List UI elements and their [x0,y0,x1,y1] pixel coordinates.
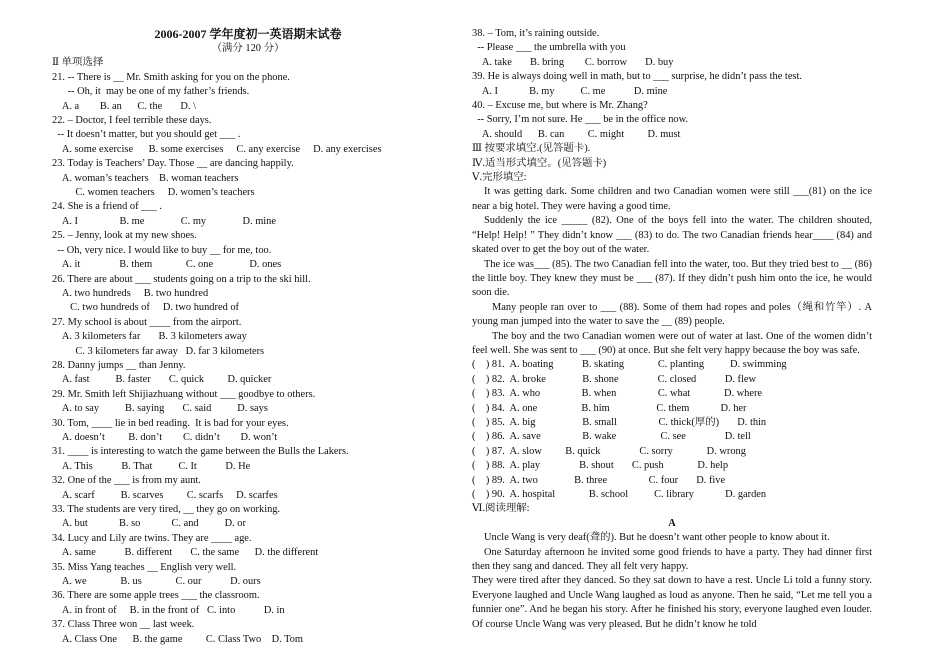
cloze-options [472,358,872,502]
question-line: 39. He is always doing well in math, but to ___ surprise, he didn’t pass the test. [472,71,802,83]
reading-paragraph: One Saturday afternoon he invited some good friends to have a party. They had dinner first then they sang and danced. They all felt very happy. [472,546,872,573]
question-line: 21. -- There is __ Mr. Smith asking for you on the phone. [52,71,290,83]
cloze-option-row: ( ) 83. A. who B. when C. what D. where [472,388,763,400]
question-line: A. This B. That C. It D. He [52,460,251,472]
reading-paragraph: Uncle Wang is very deaf(聋的). But he doesn’t want other people to know about it. [484,532,830,544]
reading-heading: Ⅵ.阅读理解: [472,503,530,515]
question-line: A. it B. them C. one D. ones [52,259,282,271]
question-line: A. some exercise B. some exercises C. any exercise D. any exercises [52,143,382,155]
cloze-option-row: ( ) 85. A. big B. small C. thick(厚的) D. thin [472,416,767,428]
question-line: -- Please ___ the umbrella with you [472,42,626,54]
question-line: A. in front of B. in the front of C. into D. in [52,604,285,616]
question-line: A. should B. can C. might D. must [472,128,681,140]
question-line: 23. Today is Teachers’ Day. Those __ are dancing happily. [52,158,294,170]
cloze-option-row: ( ) 87. A. slow B. quick C. sorry D. wrong [472,445,746,457]
cloze-paragraph: The boy and the two Canadian women were out of water at last. One of the women didn’t feel well. She was sent to ___ (90) at once. But she felt very happy because the boy was safe. [472,330,872,356]
question-line: -- Oh, very nice. I would like to buy __ for me, too. [52,244,272,256]
question-line: 35. Miss Yang teaches __ English very well. [52,561,237,573]
question-line: 24. She is a friend of ___ . [52,201,162,213]
question-line: A. woman’s teachers B. woman teachers [52,172,239,184]
question-line: 25. – Jenny, look at my new shoes. [52,230,197,242]
right-column [472,27,872,632]
exam-title: 2006-2007 学年度初一英语期末试卷 [154,27,342,41]
question-line: 29. Mr. Smith left Shijiazhuang without ___ goodbye to others. [52,388,316,400]
question-line: -- Sorry, I’m not sure. He ___ be in the office now. [472,114,689,126]
reading-paragraph: They were tired after they danced. So they sat down to have a rest. Uncle Li told a funny story. Everyone laughed and Uncle Wang laughed as loud as anyone. Then he said, “Let me tell you a funnier one”. And he began his story. After he finished his story, everyone laughed even louder. Of course Uncle Wang was very pleased. But he didn’t know he told [472,575,872,630]
question-line: 32. One of the ___ is from my aunt. [52,475,201,487]
question-line: 40. – Excuse me, but where is Mr. Zhang? [472,100,648,112]
reading-passage [472,531,872,632]
question-line: A. 3 kilometers far B. 3 kilometers away [52,331,247,343]
question-line: 30. Tom, ____ lie in bed reading. It is bad for your eyes. [52,417,289,429]
question-line: 36. There are some apple trees ___ the classroom. [52,590,260,602]
cloze-paragraph: Many people ran over to ___ (88). Some of them had ropes and poles（绳和竹竿）. A young man jumped into the water to save the __ (89) people. [472,301,872,328]
question-line: A. I B. me C. my D. mine [52,215,276,227]
reading-section-label: A [668,517,676,529]
question-line: 37. Class Three won __ last week. [52,619,195,631]
question-line: Ⅲ 按要求填空.(见答题卡). [472,143,591,155]
question-line: 31. ____ is interesting to watch the game between the Bulls the Lakers. [52,446,349,458]
question-line: 34. Lucy and Lily are twins. They are ____ age. [52,532,252,544]
question-line: Ⅴ.完形填空: [472,172,527,184]
question-line: Ⅳ.适当形式填空。(见答题卡) [472,157,607,169]
question-line: A. scarf B. scarves C. scarfs D. scarfes [52,489,278,501]
cloze-passage [472,185,872,358]
left-column [52,27,424,647]
question-line: A. we B. us C. our D. ours [52,576,261,588]
cloze-paragraph: Suddenly the ice _____ (82). One of the boys fell into the water. The children shouted, “Help! Help! ” They didn’t know ___ (83) to do. The two Canadian friends hear____ (84) and skated over to get the boy out of the water. [472,215,872,256]
question-line: A. fast B. faster C. quick D. quicker [52,374,272,386]
question-line: A. take B. bring C. borrow D. buy [472,56,674,68]
right-question-list [472,27,872,185]
question-line: A. but B. so C. and D. or [52,518,246,530]
cloze-option-row: ( ) 89. A. two B. three C. four D. five [472,474,726,486]
question-line: 27. My school is about ____ from the airport. [52,316,242,328]
question-line: -- Oh, it may be one of my father’s friends. [52,86,250,98]
question-line: 22. – Doctor, I feel terrible these days. [52,115,212,127]
exam-subtitle: （满分 120 分） [211,43,285,54]
question-line: 28. Danny jumps __ than Jenny. [52,359,186,371]
cloze-paragraph: It was getting dark. Some children and two Canadian women were still ___(81) on the ice near a big hotel. They were having a good time. [472,186,872,212]
question-line: Ⅱ 单项选择 [52,57,104,69]
question-line: A. two hundreds B. two hundred [52,287,209,299]
question-line: A. same B. different C. the same D. the different [52,547,319,559]
cloze-option-row: ( ) 90. A. hospital B. school C. library D. garden [472,489,767,500]
question-line: A. I B. my C. me D. mine [472,85,668,97]
cloze-paragraph: The ice was___ (85). The two Canadian fell into the water, too. But they tried best to __ (86) the little boy. They knew they must be ___ (87). If they didn’t push him onto the ice, he would soon die. [472,258,872,299]
question-line: 38. – Tom, it’s raining outside. [472,28,600,39]
cloze-option-row: ( ) 86. A. save B. wake C. see D. tell [472,431,751,443]
question-line: A. to say B. saying C. said D. says [52,403,268,415]
question-line: C. 3 kilometers far away D. far 3 kilometers [52,345,265,357]
question-line: C. two hundreds of D. two hundred of [52,302,240,314]
question-line: A. Class One B. the game C. Class Two D. Tom [52,633,303,645]
question-line: 33. The students are very tired, __ they go on working. [52,504,281,515]
question-line: A. doesn’t B. don’t C. didn’t D. won’t [52,431,278,443]
question-line: A. a B. an C. the D. \ [52,100,197,112]
cloze-option-row: ( ) 82. A. broke B. shone C. closed D. flew [472,373,756,385]
question-line: -- It doesn’t matter, but you should get ___ . [52,129,241,141]
question-line: C. women teachers D. women’s teachers [52,187,255,199]
cloze-option-row: ( ) 81. A. boating B. skating C. planting D. swimming [472,359,787,371]
cloze-option-row: ( ) 88. A. play B. shout C. push D. help [472,460,729,472]
question-line: 26. There are about ___ students going on a trip to the ski hill. [52,273,311,285]
cloze-option-row: ( ) 84. A. one B. him C. them D. her [472,402,747,414]
left-question-list [52,56,424,647]
